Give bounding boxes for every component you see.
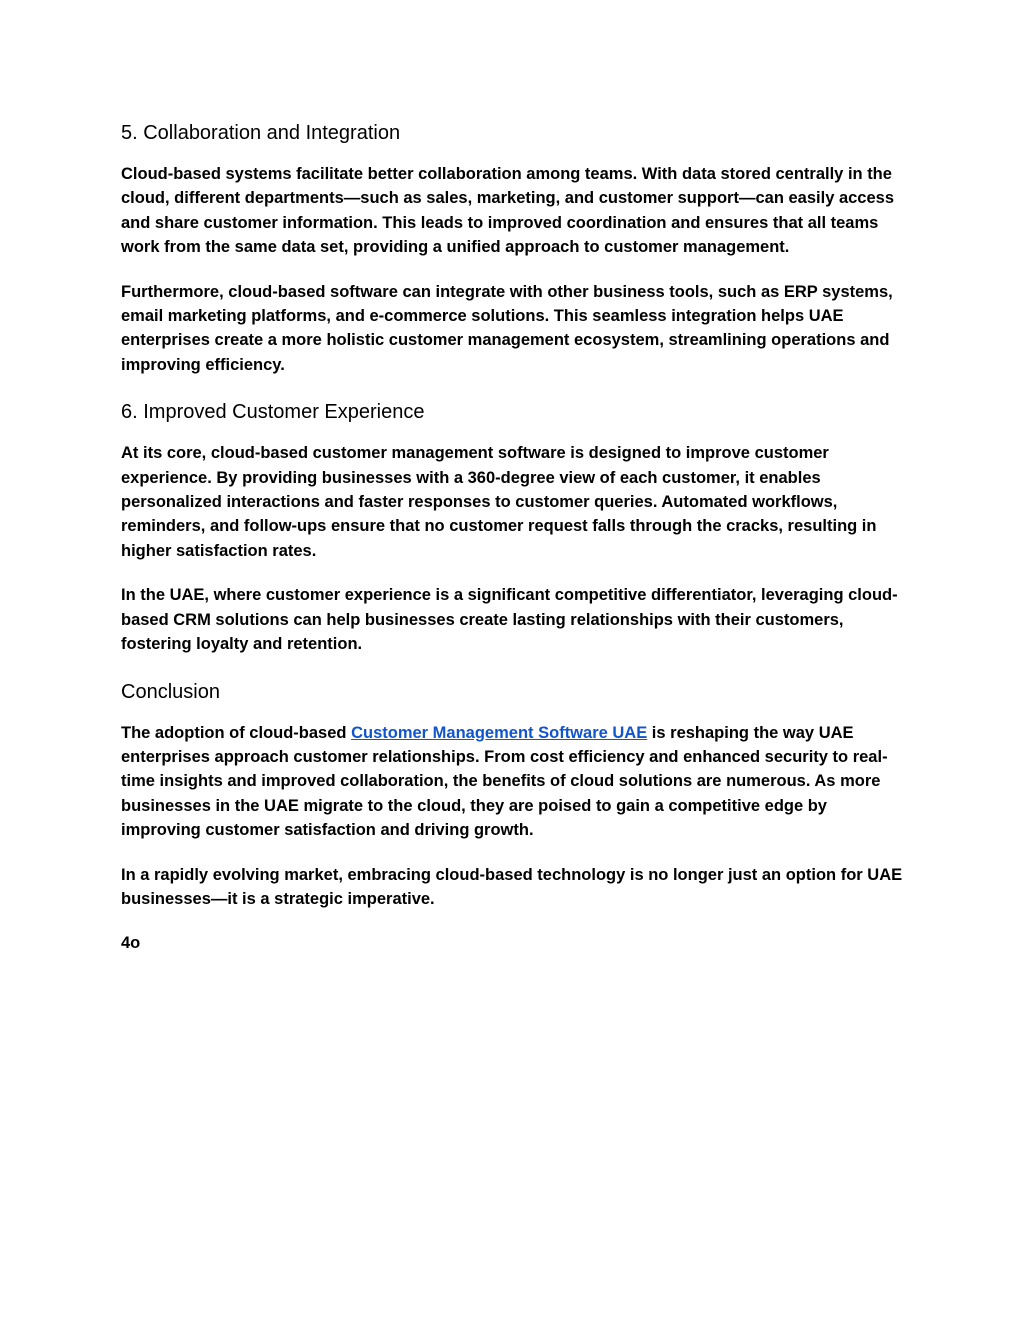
paragraph-collaboration-2: Furthermore, cloud-based software can integrate with other business tools, such as ERP systems, email marketing platforms, and e-commerce solutions. This seamless integration helps UAE enterprises create a more holistic customer management ecosystem, streamlining operations and improving efficiency. xyxy=(121,282,893,374)
document-page xyxy=(121,118,911,976)
paragraph-conclusion-1 xyxy=(121,721,911,843)
footer-note: 4o xyxy=(121,934,141,953)
paragraph-conclusion-text-before: The adoption of cloud-based xyxy=(121,723,352,742)
section-heading-conclusion: Conclusion xyxy=(121,680,220,703)
paragraph-collaboration-1: Cloud-based systems facilitate better collaboration among teams. With data stored centrally in the cloud, different departments—such as sales, marketing, and customer support—can easily access and share customer information. This leads to improved coordination and ensures that all teams work from the same data set, providing a unified approach to customer management. xyxy=(121,165,895,257)
paragraph-conclusion-text-after: is reshaping the way UAE enterprises approach customer relationships. From cost efficiency and enhanced security to real-time insights and improved collaboration, the benefits of cloud solutions are numerous. As more businesses in the UAE migrate to the cloud, they are poised to gain a competitive edge by improving customer satisfaction and driving growth. xyxy=(121,723,888,840)
customer-management-software-link[interactable]: Customer Management Software UAE xyxy=(351,723,648,742)
paragraph-customer-experience-1: At its core, cloud-based customer management software is designed to improve customer experience. By providing businesses with a 360-degree view of each customer, it enables personalized interactions and faster responses to customer queries. Automated workflows, reminders, and follow-ups ensure that no customer request falls through the cracks, resulting in higher satisfaction rates. xyxy=(121,444,877,560)
paragraph-customer-experience-2: In the UAE, where customer experience is a significant competitive differentiator, leveraging cloud-based CRM solutions can help businesses create lasting relationships with their customers, fostering loyalty and retention. xyxy=(121,586,898,654)
paragraph-conclusion-2: In a rapidly evolving market, embracing cloud-based technology is no longer just an option for UAE businesses—it is a strategic imperative. xyxy=(121,865,903,908)
section-heading-collaboration: 5. Collaboration and Integration xyxy=(121,122,401,144)
section-heading-customer-experience: 6. Improved Customer Experience xyxy=(121,401,425,424)
